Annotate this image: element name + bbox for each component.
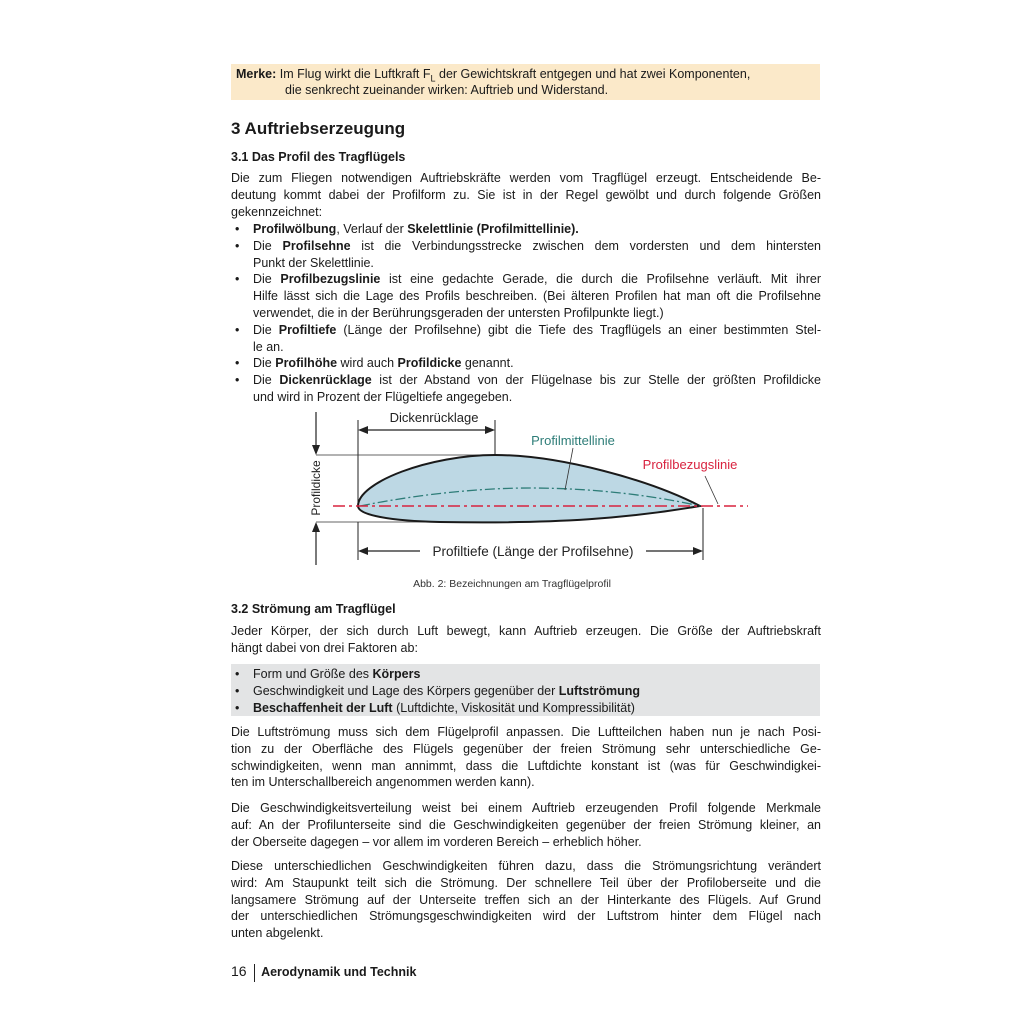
text-line: tion zu der Oberfläche des Flügels gegenüber der freien Strömung sehr unterschiedliche Ge- bbox=[231, 741, 821, 756]
text-line bbox=[253, 255, 821, 272]
text-run: Form und Größe des bbox=[253, 667, 373, 681]
label-profilbezugslinie: Profilbezugslinie bbox=[642, 457, 738, 472]
merke-subscript: L bbox=[430, 73, 436, 84]
factor-text bbox=[253, 700, 821, 717]
bullet-point: • bbox=[235, 272, 240, 287]
text-line: der unterschiedlichen Strömungsgeschwindigkeiten wird der Luftstrom hinter dem Flügel nach bbox=[231, 909, 821, 924]
bold-term: Dickenrücklage bbox=[279, 373, 372, 388]
label-dickenruecklage: Dickenrücklage bbox=[389, 410, 479, 425]
factor-text bbox=[253, 683, 821, 700]
flow-paragraph bbox=[231, 858, 821, 942]
bullet-text bbox=[253, 238, 821, 272]
merke-box bbox=[231, 64, 820, 100]
text-line bbox=[253, 339, 821, 356]
text-line: auf: An der Profilunterseite sind die Geschwindigkeiten gegenüber der freien Strömung kleiner, an bbox=[231, 817, 821, 832]
text-line: Die zum Fliegen notwendigen Auftriebskräfte werden vom Tragflügel erzeugt. Entscheidende Be- bbox=[231, 171, 821, 185]
text-line: hängt dabei von drei Faktoren ab: bbox=[231, 640, 418, 655]
bullet-point: • bbox=[235, 238, 240, 253]
bullet-point: • bbox=[235, 222, 240, 236]
text-run: und wird in Prozent der Flügeltiefe angegeben. bbox=[253, 389, 513, 404]
text-line: deutung kommt dabei der Profilform zu. Sie ist in der Regel gewölbt und durch folgende Größen bbox=[231, 187, 821, 202]
text-run: Geschwindigkeit und Lage des Körpers gegenüber der bbox=[253, 683, 559, 698]
text-line: langsamere Strömung auf der Unterseite treffen sich an der Hinterkante des Flügels. Auf Grund bbox=[231, 892, 821, 907]
merke-label: Merke: bbox=[236, 67, 277, 81]
text-run: le an. bbox=[253, 339, 284, 354]
bullet-point: • bbox=[235, 683, 240, 698]
text-run: ist die Verbindungsstrecke zwischen dem vordersten und dem hintersten bbox=[350, 238, 821, 253]
text-line bbox=[253, 305, 821, 322]
text-run: , Verlauf der bbox=[336, 222, 408, 236]
text-run: Die bbox=[253, 373, 280, 388]
bold-term: Profilhöhe bbox=[275, 356, 338, 371]
text-run: genannt. bbox=[461, 356, 514, 371]
text-run: verwendet, die in der Berührungsgeraden der untersten Profilpunkte liegt.) bbox=[253, 305, 664, 320]
bullet-text bbox=[253, 322, 821, 356]
footer-separator bbox=[254, 964, 256, 982]
bullet-point: • bbox=[235, 356, 240, 371]
subsection-title-3-1: 3.1 Das Profil des Tragflügels bbox=[231, 150, 406, 164]
bullet-point: • bbox=[235, 322, 240, 337]
text-line: ten im Unterschallbereich angenommen werden kann). bbox=[231, 775, 535, 790]
bold-term: Profilsehne bbox=[282, 238, 351, 253]
text-line: gekennzeichnet: bbox=[231, 204, 323, 219]
page-number: 16 bbox=[231, 963, 247, 979]
section-title: 3 Auftriebserzeugung bbox=[231, 119, 406, 138]
bullet-text bbox=[253, 271, 821, 321]
merke-text-b: der Gewichtskraft entgegen und hat zwei Komponenten, bbox=[435, 67, 751, 81]
merke-text-a: Im Flug wirkt die Luftkraft F bbox=[276, 67, 431, 81]
text-line: Jeder Körper, der sich durch Luft bewegt, kann Auftrieb erzeugen. Die Größe der Auftriebskraft bbox=[231, 624, 821, 638]
airfoil-figure bbox=[0, 400, 1024, 600]
arrowhead bbox=[485, 426, 495, 434]
text-line: wird: Am Staupunkt teilt sich die Strömung. Der schnellere Teil über der Profiloberseite und die bbox=[231, 875, 821, 890]
flow-paragraph bbox=[231, 724, 821, 791]
merke-line-2: die senkrecht zueinander wirken: Auftrieb und Widerstand. bbox=[285, 83, 609, 97]
text-run: Hilfe lässt sich die Lage des Profils beschreiben. (Bei älteren Profilen hat man oft die Profilsehne bbox=[253, 289, 821, 304]
text-run: Die bbox=[253, 356, 276, 371]
text-line: Die Luftströmung muss sich dem Flügelprofil anpassen. Die Luftteilchen haben nun je nach Posi- bbox=[231, 725, 821, 739]
bullet-text bbox=[253, 221, 821, 238]
text-line bbox=[253, 288, 821, 305]
text-run: wird auch bbox=[337, 356, 398, 371]
bold-term: Profilbezugslinie bbox=[280, 272, 381, 287]
arrowhead bbox=[312, 445, 320, 455]
text-run: Die bbox=[253, 238, 283, 253]
text-run: Punkt der Skelettlinie. bbox=[253, 255, 374, 270]
bold-term: Profiltiefe bbox=[278, 322, 337, 337]
text-line bbox=[253, 238, 821, 255]
text-run: Die bbox=[253, 272, 281, 287]
arrowhead bbox=[358, 547, 368, 555]
figure-caption: Abb. 2: Bezeichnungen am Tragflügelprofil bbox=[413, 578, 611, 590]
intro-paragraph bbox=[231, 170, 821, 220]
text-line bbox=[253, 355, 821, 372]
page-footer bbox=[231, 963, 416, 982]
arrowhead bbox=[358, 426, 368, 434]
subsection-title-3-2: 3.2 Strömung am Tragflügel bbox=[231, 602, 396, 616]
text-line bbox=[253, 322, 821, 339]
factor-text bbox=[253, 666, 821, 683]
label-profildicke: Profildicke bbox=[309, 460, 323, 516]
bullet-point: • bbox=[235, 373, 240, 388]
book-title: Aerodynamik und Technik bbox=[261, 965, 417, 979]
arrowhead bbox=[693, 547, 703, 555]
text-line: der Oberseite dagegen – vor allem im vorderen Bereich – erheblich höher. bbox=[231, 834, 642, 849]
bold-term: Profildicke bbox=[397, 356, 462, 371]
text-line: schwindigkeiten, wenn man annimmt, dass die Luftdichte konstant ist (was für Geschwindigkei- bbox=[231, 758, 821, 773]
text-run: (Luftdichte, Viskosität und Kompressibilität) bbox=[392, 700, 635, 715]
flow-paragraph bbox=[231, 800, 821, 850]
arrowhead bbox=[312, 522, 320, 532]
bold-term: Profilwölbung bbox=[253, 222, 337, 236]
bold-term: Körpers bbox=[372, 667, 421, 681]
bold-term: Luftströmung bbox=[558, 683, 640, 698]
bullet-point: • bbox=[235, 700, 240, 715]
bold-term: Beschaffenheit der Luft bbox=[253, 700, 393, 715]
text-run: (Länge der Profilsehne) gibt die Tiefe des Tragflügels an einer bestimmten Stel- bbox=[336, 322, 821, 337]
text-line: Die Geschwindigkeitsverteilung weist bei einem Auftrieb erzeugenden Profil folgende Merkmale bbox=[231, 801, 821, 815]
flow-intro-paragraph bbox=[231, 623, 821, 657]
bold-term: Skelettlinie (Profilmittellinie). bbox=[407, 222, 579, 236]
label-profilmittellinie: Profilmittellinie bbox=[531, 433, 615, 448]
bullet-point: • bbox=[235, 667, 240, 681]
text-line bbox=[253, 271, 821, 288]
text-line bbox=[253, 372, 821, 389]
leader-bezugslinie bbox=[705, 476, 718, 504]
text-run: ist der Abstand von der Flügelnase bis zur Stelle der größten Profildicke bbox=[371, 373, 821, 388]
text-line: Diese unterschiedlichen Geschwindigkeiten führen dazu, dass die Strömungsrichtung verändert bbox=[231, 859, 821, 873]
text-run: Die bbox=[253, 322, 279, 337]
text-line bbox=[253, 221, 821, 238]
text-line: unten abgelenkt. bbox=[231, 926, 324, 941]
text-run: ist eine gedachte Gerade, die durch die Profilsehne verläuft. Mit ihrer bbox=[380, 272, 821, 287]
label-profiltiefe: Profiltiefe (Länge der Profilsehne) bbox=[432, 544, 634, 559]
bullet-text bbox=[253, 355, 821, 372]
